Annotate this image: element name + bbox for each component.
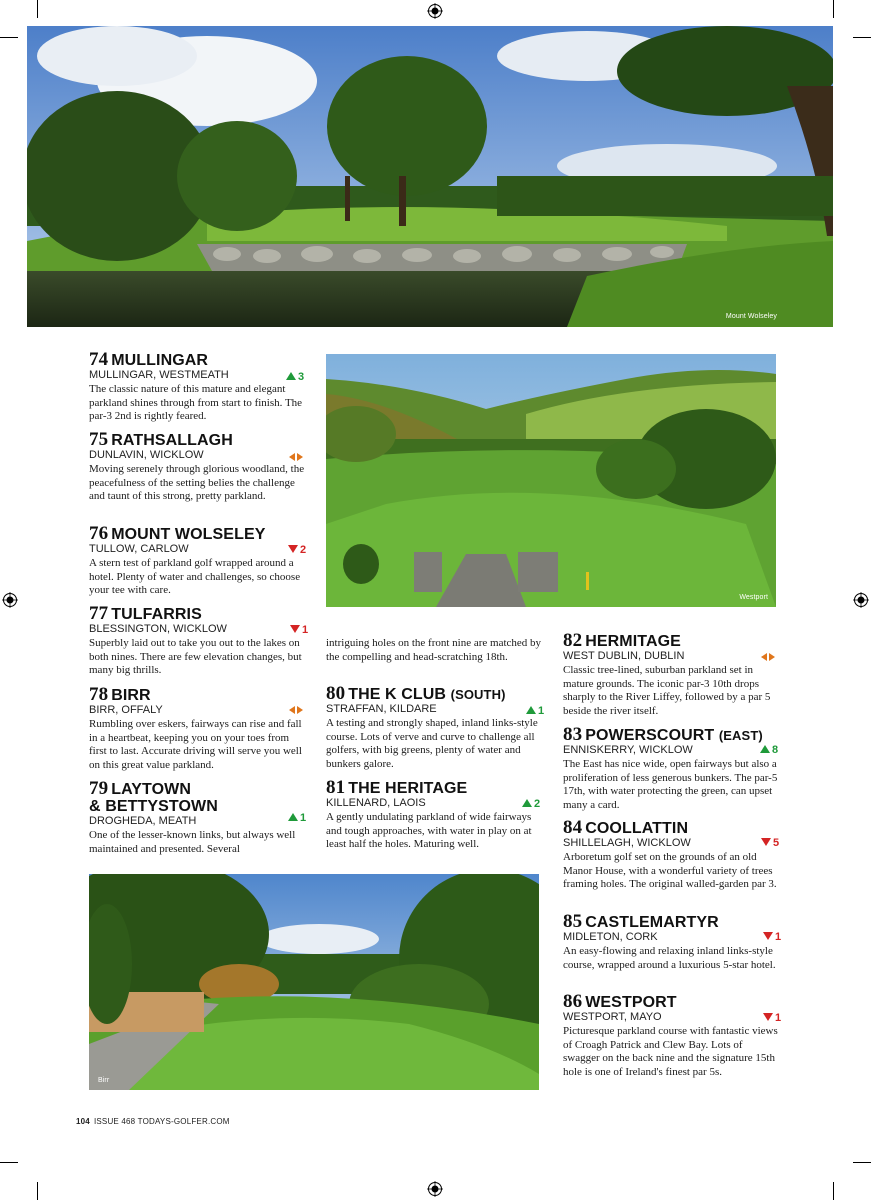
crop-mark bbox=[853, 37, 871, 38]
rank-change-badge bbox=[289, 705, 303, 718]
crop-mark bbox=[37, 0, 38, 18]
course-description: Arboretum golf set on the grounds of an old Manor House, with a wonderful variety of trees framing holes. The original walled-garden par 3. bbox=[563, 851, 777, 891]
list-item bbox=[563, 913, 779, 972]
course-location: WESTPORT, MAYO bbox=[563, 1011, 662, 1023]
photo-credit: Birr bbox=[98, 1077, 110, 1084]
down-arrow-icon bbox=[290, 625, 300, 633]
course-description: Moving serenely through glorious woodland, the peacefulness of the setting belies the challenge and taunt of this strong, pretty parkland. bbox=[89, 463, 305, 503]
course-title: 85 CASTLEMARTYR bbox=[563, 911, 719, 932]
rank-change-badge bbox=[289, 452, 303, 465]
course-location: DUNLAVIN, WICKLOW bbox=[89, 449, 204, 461]
list-item bbox=[563, 632, 779, 718]
rank-change-badge: 1 bbox=[290, 624, 308, 637]
registration-mark-icon bbox=[2, 592, 18, 608]
list-item bbox=[326, 685, 542, 771]
up-arrow-icon bbox=[286, 372, 296, 380]
list-item bbox=[563, 726, 783, 812]
course-description: A gently undulating parkland of wide fairways and tough approaches, with water in play on at least half the holes. Maturing well. bbox=[326, 811, 532, 851]
crop-mark bbox=[833, 1182, 834, 1200]
course-location: BLESSINGTON, WICKLOW bbox=[89, 623, 227, 635]
rank-change-badge: 1 bbox=[763, 1012, 781, 1025]
down-arrow-icon bbox=[763, 1013, 773, 1021]
photo-credit: Westport bbox=[739, 594, 768, 601]
course-description: Rumbling over eskers, fairways can rise and fall in a heartbeat, keeping you on your toes from first to last. Accurate driving will serve you well on this great value parkland. bbox=[89, 718, 302, 771]
course-title: 78 BIRR bbox=[89, 684, 151, 705]
page-footer bbox=[76, 1117, 230, 1126]
course-title: 83 POWERSCOURT (EAST) bbox=[563, 724, 763, 745]
course-title: 79 LAYTOWN & BETTYSTOWN bbox=[89, 778, 218, 815]
no-change-arrows-icon bbox=[289, 706, 303, 714]
course-location: MULLINGAR, WESTMEATH bbox=[89, 369, 229, 381]
up-arrow-icon bbox=[522, 799, 532, 807]
rank-change-badge: 1 bbox=[763, 931, 781, 944]
crop-mark bbox=[833, 0, 834, 18]
rank-change-badge: 2 bbox=[522, 798, 540, 811]
course-location: SHILLELAGH, WICKLOW bbox=[563, 837, 691, 849]
registration-mark-icon bbox=[427, 1181, 443, 1197]
course-location: ENNISKERRY, WICKLOW bbox=[563, 744, 693, 756]
no-change-arrows-icon bbox=[289, 453, 303, 461]
course-description: The classic nature of this mature and elegant parkland shines through from start to finish. The par-3 2nd is rightly feared. bbox=[89, 383, 303, 423]
list-item bbox=[89, 780, 305, 856]
list-item bbox=[326, 779, 542, 852]
mount-wolseley-photo bbox=[27, 26, 833, 327]
list-item bbox=[89, 605, 305, 678]
course-location: KILLENARD, LAOIS bbox=[326, 797, 426, 809]
photo-credit: Mount Wolseley bbox=[725, 313, 777, 320]
list-item bbox=[89, 686, 305, 772]
course-location: STRAFFAN, KILDARE bbox=[326, 703, 437, 715]
westport-photo bbox=[326, 354, 776, 607]
rank-change-badge: 5 bbox=[761, 837, 779, 850]
crop-mark bbox=[0, 1162, 18, 1163]
registration-mark-icon bbox=[853, 592, 869, 608]
course-description: A stern test of parkland golf wrapped around a hotel. Plenty of water and challenges, so choose your tee with care. bbox=[89, 557, 301, 597]
website: TODAYS-GOLFER.COM bbox=[137, 1117, 230, 1126]
course-description: A testing and strongly shaped, inland links-style course. Lots of verve and curve to challenge all golfers, with big greens, plenty of water and bunkers galore. bbox=[326, 717, 538, 770]
birr-photo bbox=[89, 874, 539, 1090]
course-title: 74 MULLINGAR bbox=[89, 349, 209, 370]
course-title: 75 RATHSALLAGH bbox=[89, 429, 233, 450]
registration-mark-icon bbox=[427, 3, 443, 19]
list-item bbox=[89, 525, 305, 598]
course-title: 77 TULFARRIS bbox=[89, 603, 202, 624]
list-item bbox=[563, 993, 779, 1079]
issue-number: ISSUE 468 bbox=[93, 1117, 136, 1126]
rank-change-badge: 2 bbox=[288, 544, 306, 557]
up-arrow-icon bbox=[288, 813, 298, 821]
course-location: DROGHEDA, MEATH bbox=[89, 815, 197, 827]
rank-change-badge: 1 bbox=[526, 705, 544, 718]
rank-change-badge: 8 bbox=[760, 744, 778, 757]
course-title: 76 MOUNT WOLSELEY bbox=[89, 523, 266, 544]
rank-change-badge bbox=[761, 652, 775, 665]
course-description: Picturesque parkland course with fantastic views of Croagh Patrick and Clew Bay. Lots of swagger on the back nine and the signature 15th hole is one of Ireland's finest par 5s. bbox=[563, 1025, 778, 1078]
page-number: 104 bbox=[76, 1117, 90, 1126]
up-arrow-icon bbox=[760, 745, 770, 753]
course-title: 81 THE HERITAGE bbox=[326, 777, 468, 798]
course-description: Superbly laid out to take you out to the lakes on both nines. There are few elevation changes, but many big thrills. bbox=[89, 637, 302, 677]
rank-change-badge: 3 bbox=[286, 371, 304, 384]
crop-mark bbox=[37, 1182, 38, 1200]
no-change-arrows-icon bbox=[761, 653, 775, 661]
course-title: 84 COOLLATTIN bbox=[563, 817, 689, 838]
crop-mark bbox=[0, 37, 18, 38]
down-arrow-icon bbox=[288, 545, 298, 553]
course-description: Classic tree-lined, suburban parkland set in mature grounds. The iconic par-3 10th drops sharply to the River Liffey, followed by a par 5 beside the river itself. bbox=[563, 664, 771, 717]
course-description: An easy-flowing and relaxing inland links-style course, wrapped around a luxurious 5-star hotel. bbox=[563, 945, 776, 971]
list-item bbox=[563, 819, 779, 892]
down-arrow-icon bbox=[761, 838, 771, 846]
rank-change-badge: 1 bbox=[288, 812, 306, 825]
crop-mark bbox=[853, 1162, 871, 1163]
list-item bbox=[89, 351, 305, 424]
course-title: 82 HERMITAGE bbox=[563, 630, 681, 651]
course-description: One of the lesser-known links, but always well maintained and presented. Several bbox=[89, 829, 296, 855]
course-location: TULLOW, CARLOW bbox=[89, 543, 189, 555]
course-description: The East has nice wide, open fairways but also a proliferation of less generous bunkers. The par-5 17th, with water protecting the green, can upset many a card. bbox=[563, 758, 778, 811]
up-arrow-icon bbox=[526, 706, 536, 714]
course-location: MIDLETON, CORK bbox=[563, 931, 658, 943]
list-item bbox=[89, 431, 305, 504]
course-location: WEST DUBLIN, DUBLIN bbox=[563, 650, 685, 662]
course-location: BIRR, OFFALY bbox=[89, 704, 163, 716]
course-title: 80 THE K CLUB (SOUTH) bbox=[326, 683, 506, 704]
down-arrow-icon bbox=[763, 932, 773, 940]
course-title: 86 WESTPORT bbox=[563, 991, 677, 1012]
course-description-continued: intriguing holes on the front nine are matched by the compelling and head-scratching 18th. bbox=[326, 637, 542, 663]
